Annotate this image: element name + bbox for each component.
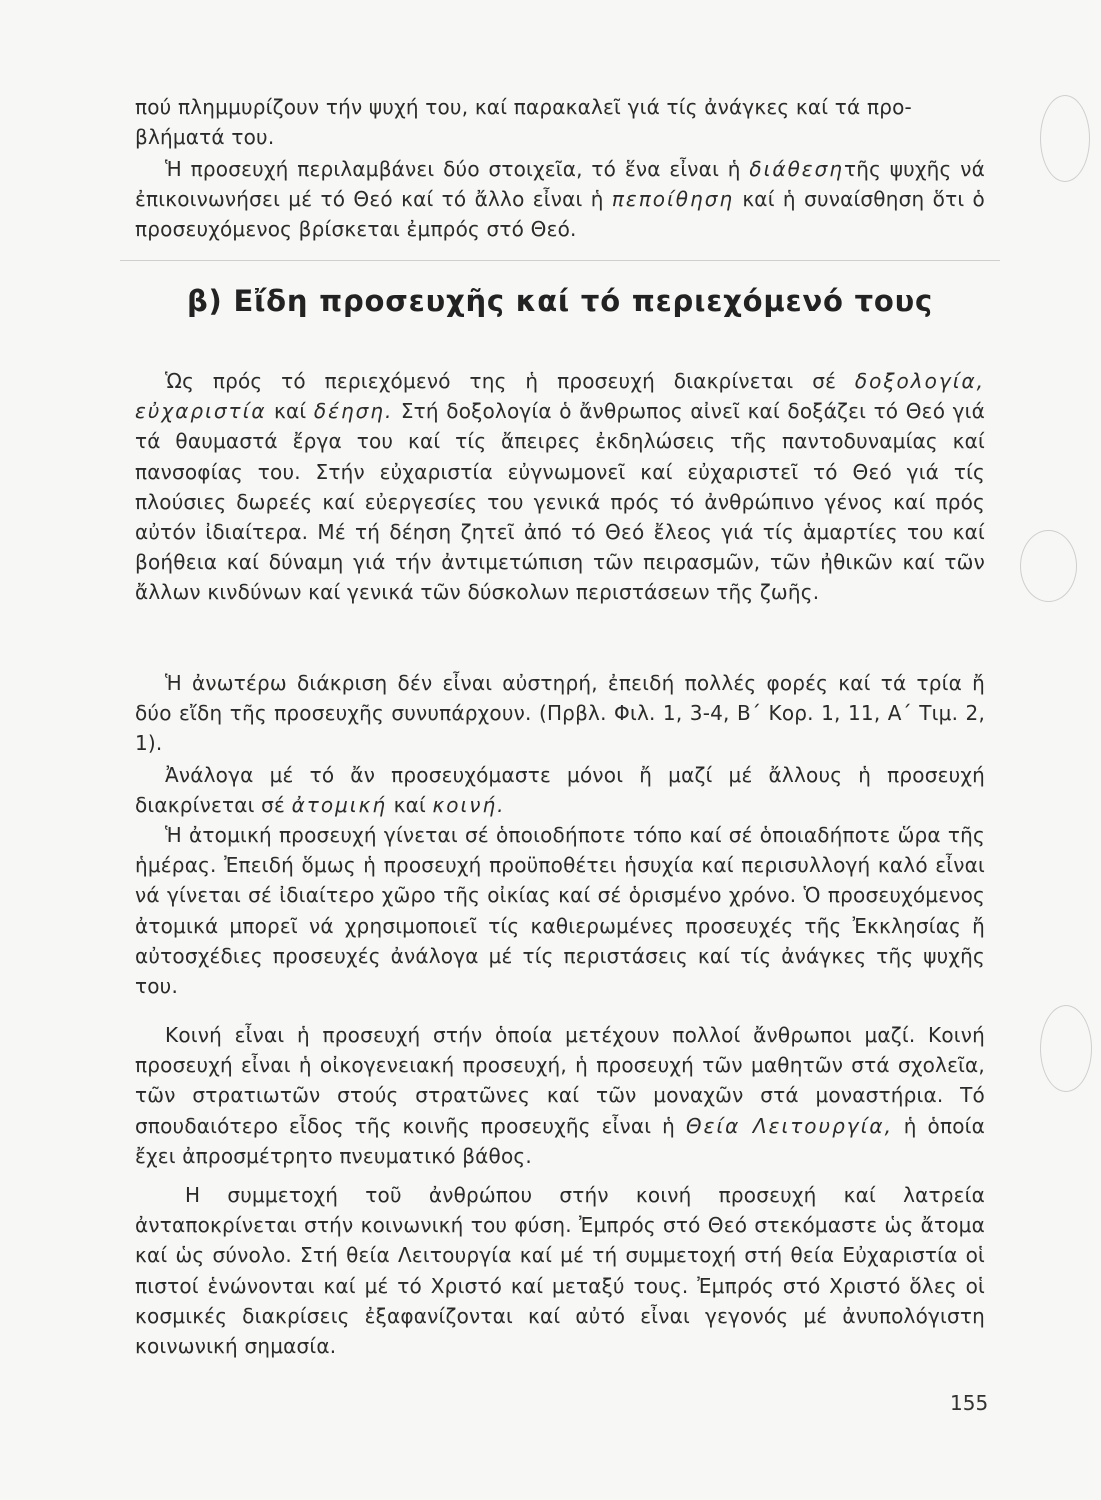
- paragraph-prayer-types: [135, 366, 985, 608]
- section-divider: [120, 260, 1000, 261]
- page-number: 155: [950, 1391, 989, 1415]
- text-run: καί: [266, 399, 314, 424]
- margin-annotation-mark: [1040, 95, 1090, 182]
- paragraph-common-prayer: [135, 1020, 985, 1171]
- paragraph-individual-common: [135, 760, 985, 820]
- text-run: Ἡ προσευχή περιλαμβάνει δύο στοιχεῖα, τό ἕνα εἶναι ἡ: [165, 157, 750, 181]
- text-run: Στή δοξολογία ὁ ἄνθρωπος αἰνεῖ καί δοξάζει τό Θεό γιά τά θαυμαστά ἔργα του καί τίς ἄπειρες ἐκδηλώσεις τῆς παντοδυναμίας καί πανσοφίας του. Στήν εὐχαριστία εὐγνωμονεῖ καί εὐχαριστεῖ τό Θεό γιά τίς πλούσιες δωρεές καί εὐεργεσίες του γενικά πρός τό ἀνθρώπινο γένος καί πρός αὐτόν ἰδιαίτερα. Μέ τή δέηση ζητεῖ ἀπό τό Θεό ἔλεος γιά τίς ἁμαρτίες του καί βοήθεια καί δύναμη γιά τήν ἀντιμετώπιση τῶν πειρασμῶν, τῶν ἠθικῶν καί τῶν ἄλλων κινδύνων καί γενικά τῶν δύσκολων περιστάσεων τῆς ζωῆς.: [135, 399, 986, 605]
- emphasis-diathesi: διάθεση: [749, 157, 844, 181]
- emphasis-deisi: δέηση.: [313, 399, 394, 424]
- paragraph-prayer-elements: [135, 154, 985, 245]
- emphasis-theia-leitourgia: Θεία Λειτουργία,: [685, 1113, 893, 1138]
- text-run: καί: [387, 793, 433, 818]
- text-run: ἡ ὁποία ἔχει ἀπροσμέτρητο πνευματικό βάθος.: [135, 1113, 985, 1168]
- text-run: Ὡς πρός τό περιεχόμενό της ἡ προσευχή διακρίνεται σέ: [165, 369, 855, 393]
- intro-line-2: βλήματά του.: [135, 125, 275, 150]
- emphasis-pepoithisi: πεποίθηση: [611, 187, 735, 212]
- emphasis-atomiki: ἀτομική: [291, 793, 388, 818]
- intro-paragraph: [135, 92, 985, 152]
- text-run: Κοινή εἶναι ἡ προσευχή στήν ὁποία μετέχουν πολλοί ἄνθρωποι μαζί. Κοινή προσευχή εἶναι ἡ οἰκογενειακή προσευχή, ἡ προσευχή τῶν μαθητῶν στά σχολεῖα, τῶν στρατιωτῶν στούς στρατῶνες καί τῶν μοναχῶν στά μοναστήρια. Τό σπουδαιότερο εἶδος τῆς κοινῆς προσευχῆς εἶναι ἡ: [135, 1023, 985, 1138]
- margin-annotation-mark: [1020, 530, 1077, 602]
- margin-annotation-mark: [1040, 1005, 1092, 1092]
- paragraph-participation: Η συμμετοχή τοῦ ἀνθρώπου στήν κοινή προσευχή καί λατρεία ἀνταποκρίνεται στήν κοινωνική του φύση. Ἐμπρός στό Θεό στεκόμαστε ὡς ἄτομα καί ὡς σύνολο. Στή θεία Λειτουργία καί μέ τή συμμετοχή στή θεία Εὐχαριστία οἱ πιστοί ἑνώνονται καί μέ τό Χριστό καί μεταξύ τους. Ἐμπρός στό Χριστό ὅλες οἱ κοσμικές διακρίσεις ἐξαφανίζονται καί αὐτό εἶναι γεγονός μέ ἀνυπολόγιστη κοινωνική σημασία.: [135, 1183, 985, 1359]
- emphasis-koini: κοινή.: [432, 793, 506, 818]
- text-run: Ἀνάλογα μέ τό ἄν προσευχόμαστε μόνοι ἤ μαζί μέ ἄλλους ἡ προσευχή διακρίνεται σέ: [135, 763, 985, 818]
- text-run: καί ἡ συναίσθηση ὅτι ὁ προσευχόμενος βρίσκεται ἐμπρός στό Θεό.: [135, 187, 985, 242]
- section-heading: β) Εἴδη προσευχῆς καί τό περιεχόμενό τους: [186, 284, 934, 318]
- emphasis-doxologia-eucharistia: δοξολογία, εὐχαριστία: [135, 369, 985, 424]
- paragraph-individual-prayer: Ἡ ἀτομική προσευχή γίνεται σέ ὁποιοδήποτε τόπο καί σέ ὁποιαδήποτε ὥρα τῆς ἡμέρας. Ἐπειδή ὅμως ἡ προσευχή προϋποθέτει ἡσυχία καί περισυλλογή καλό εἶναι νά γίνεται σέ ἰδιαίτερο χῶρο τῆς οἰκίας καί σέ ὁρισμένο χρόνο. Ὁ προσευχόμενος ἀτομικά μπορεῖ νά χρησιμοποιεῖ τίς καθιερωμένες προσευχές τῆς Ἐκκλησίας ἤ αὐτοσχέδιες προσευχές ἀνάλογα μέ τίς περιστάσεις καί τίς ἀνάγκες τῆς ψυχῆς του.: [135, 823, 985, 999]
- paragraph-distinction: Ἡ ἀνωτέρω διάκριση δέν εἶναι αὐστηρή, ἐπειδή πολλές φορές καί τά τρία ἤ δύο εἴδη τῆς προσευχῆς συνυπάρχουν. (Πρβλ. Φιλ. 1, 3-4, Β΄ Κορ. 1, 11, Α΄ Τιμ. 2, 1).: [135, 671, 985, 756]
- text-run: τῆς ψυχῆς νά ἐπικοινωνήσει μέ τό Θεό καί τό ἄλλο εἶναι ἡ: [135, 157, 985, 212]
- intro-line-1: πού πλημμυρίζουν τήν ψυχή του, καί παρακαλεῖ γιά τίς ἀνάγκες καί τά προ-: [135, 95, 912, 119]
